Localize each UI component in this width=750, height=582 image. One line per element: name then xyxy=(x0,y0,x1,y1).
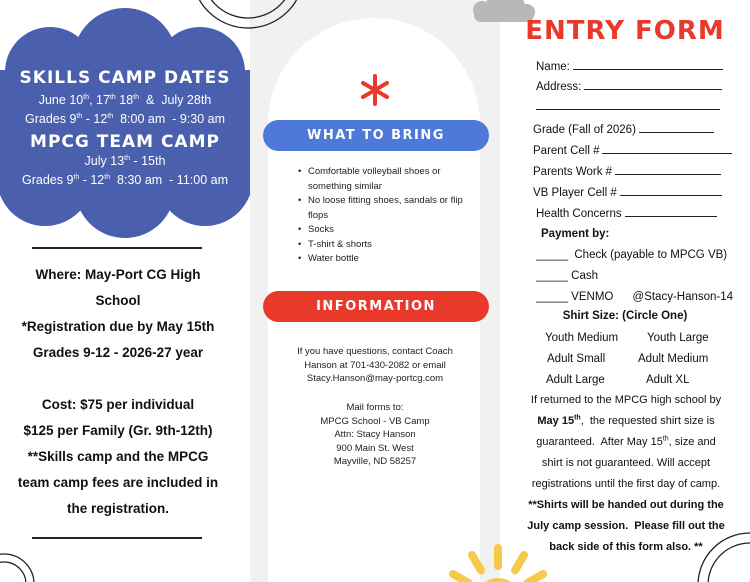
address-line-2[interactable] xyxy=(536,100,720,113)
skills-camp-grades: Grades 9th - 12th 8:00 am - 9:30 am xyxy=(25,112,225,126)
parents-work-field[interactable]: Parents Work # xyxy=(533,165,721,178)
list-item: • Socks xyxy=(296,223,476,238)
skills-camp-block xyxy=(0,68,250,190)
bring-list xyxy=(296,165,476,267)
detail-line: $125 per Family (Gr. 9th-12th) xyxy=(23,423,213,438)
shirt-option[interactable]: Adult XL xyxy=(646,374,690,386)
team-camp-dates: July 13th - 15th xyxy=(84,154,166,168)
name-field[interactable]: Name: xyxy=(536,60,723,73)
shirt-option[interactable]: Adult Large xyxy=(546,374,605,386)
detail-line: **Skills camp and the MPCG xyxy=(27,449,209,464)
shirt-option[interactable]: Youth Large xyxy=(647,332,709,344)
list-item: • T-shirt & shorts xyxy=(296,238,476,253)
mailing-address: Mail forms to: MPCG School - VB Camp Attn: Stacy Hanson 900 Main St. West Mayville, ND 58257 xyxy=(320,402,430,467)
shirt-policy-note: If returned to the MPCG high school by May 15th, the requested shirt size is guaranteed. After May 15th, size and shirt is not guaranteed. Will accept registrations until the first day of camp. **Shirts will be handed out during the July camp session. Please fill out the back side of this form also. ** xyxy=(527,394,725,553)
shirt-option[interactable]: Youth Medium xyxy=(545,332,619,344)
detail-line: team camp fees are included in xyxy=(17,475,219,490)
list-item: • Comfortable volleyball shoes or something similar xyxy=(296,165,476,194)
list-item: • Water bottle xyxy=(296,252,476,267)
vb-player-cell-field[interactable]: VB Player Cell # xyxy=(533,186,722,199)
detail-line: the registration. xyxy=(66,501,169,516)
shirt-size-label: Shirt Size: (Circle One) xyxy=(562,310,688,322)
detail-line: Grades 9-12 - 2026-27 year xyxy=(32,345,204,360)
detail-line: Cost: $75 per individual xyxy=(41,397,195,412)
skills-camp-title: SKILLS CAMP DATES xyxy=(19,68,231,88)
grade-field[interactable]: Grade (Fall of 2026) xyxy=(533,123,714,136)
payment-label: Payment by: xyxy=(541,228,610,240)
information-header: INFORMATION xyxy=(263,291,489,322)
divider-top xyxy=(32,247,202,249)
divider-bottom xyxy=(32,537,202,539)
camp-details xyxy=(0,262,236,522)
team-camp-title: MPCG TEAM CAMP xyxy=(30,132,220,152)
payment-check-option[interactable]: _____ Check (payable to MPCG VB) xyxy=(536,249,728,261)
health-concerns-field[interactable]: Health Concerns xyxy=(536,207,717,220)
detail-line: Where: May-Port CG High xyxy=(35,267,201,282)
payment-venmo-option[interactable]: _____ VENMO @Stacy-Hanson-14 xyxy=(536,291,734,303)
team-camp-grades: Grades 9th - 12th 8:30 am - 11:00 am xyxy=(21,173,228,187)
detail-line xyxy=(0,366,236,392)
skills-camp-dates: June 10th, 17th 18th & July 28th xyxy=(38,93,212,107)
detail-line: School xyxy=(95,293,141,308)
detail-line: *Registration due by May 15th xyxy=(21,319,215,334)
what-to-bring-header: WHAT TO BRING xyxy=(263,120,489,151)
shirt-option[interactable]: Adult Small xyxy=(547,353,606,365)
address-field[interactable]: Address: xyxy=(536,80,722,93)
list-item: • No loose fitting shoes, sandals or flip flops xyxy=(296,194,476,223)
shirt-option[interactable]: Adult Medium xyxy=(638,353,709,365)
payment-cash-option[interactable]: _____ Cash xyxy=(536,270,599,282)
parent-cell-field[interactable]: Parent Cell # xyxy=(533,144,732,157)
contact-info: If you have questions, contact Coach Hanson at 701-430-2082 or email Stacy.Hanson@may-portcg.com xyxy=(297,346,453,384)
entry-form-title: ENTRY FORM xyxy=(525,16,725,46)
